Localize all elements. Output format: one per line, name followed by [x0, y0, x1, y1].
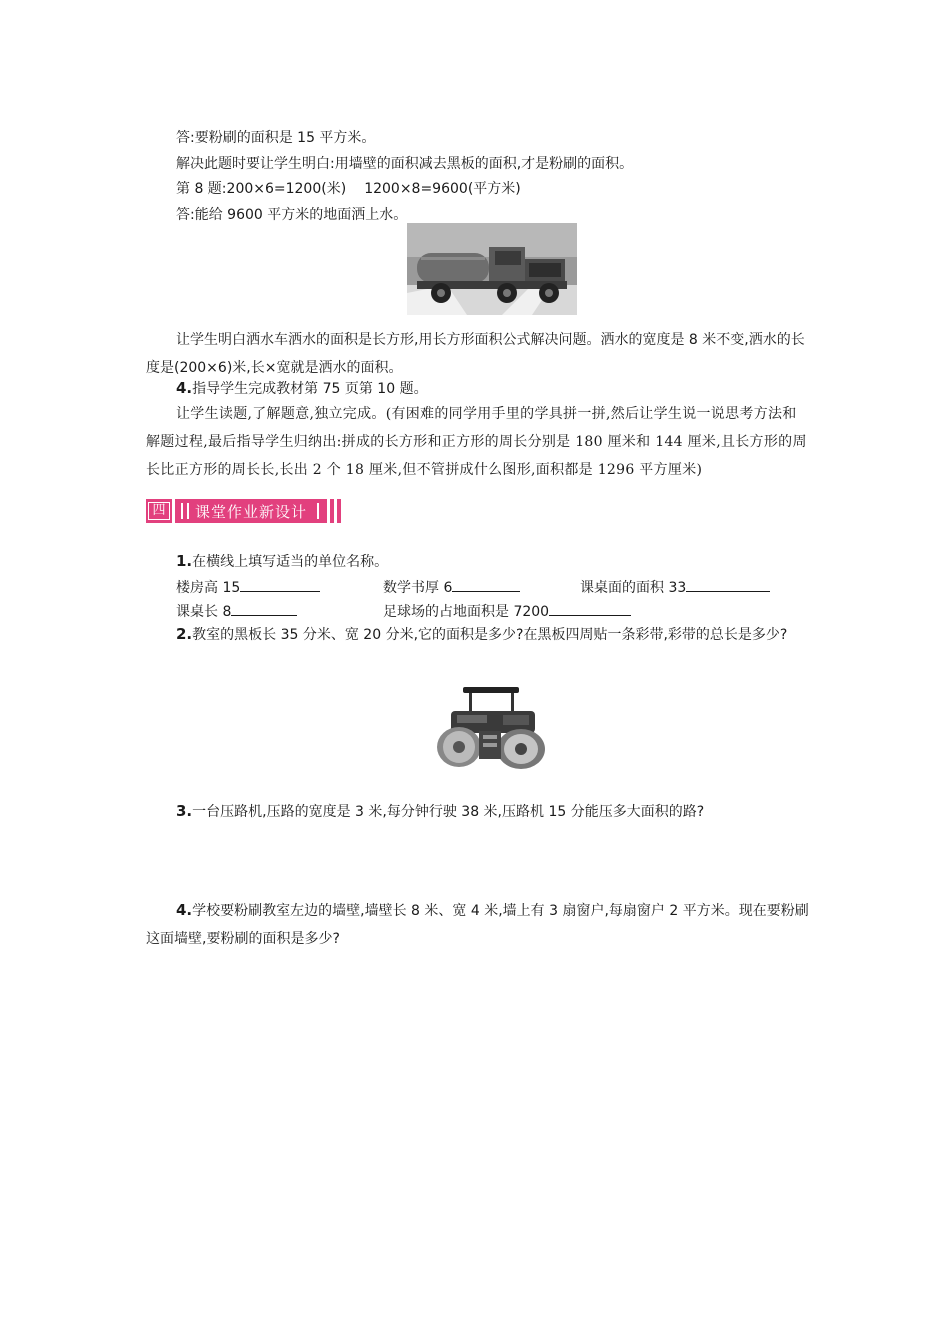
fill-item — [176, 577, 320, 598]
hw-question-2-text: 教室的黑板长 35 分米、宽 20 分米,它的面积是多少?在黑板四周贴一条彩带,彩带的总长是多少? — [192, 627, 788, 643]
section-title: 课堂作业新设计 — [195, 502, 308, 521]
hw-question-3-number: 3. — [176, 802, 193, 820]
banner-tail — [330, 499, 334, 523]
fill-item-label: 楼房高 15 — [176, 580, 241, 596]
hw-question-1-number: 1. — [176, 552, 193, 570]
hw-question-1-text: 在横线上填写适当的单位名称。 — [192, 554, 389, 570]
fill-item-label: 数学书厚 6 — [383, 580, 453, 596]
answer-blank[interactable] — [240, 577, 320, 592]
answer-blank[interactable] — [686, 577, 770, 592]
truck-explanation — [146, 326, 810, 382]
truck-explanation-text: 让学生明白洒水车洒水的面积是长方形,用长方形面积公式解决问题。洒水的宽度是 8 米不变,洒水的长度是(200×6)米,长×宽就是洒水的面积。 — [146, 332, 805, 376]
hw-question-3-text: 一台压路机,压路的宽度是 3 米,每分钟行驶 38 米,压路机 15 分能压多大面积的路? — [192, 804, 705, 820]
step-4-number: 4. — [176, 379, 193, 397]
section-badge — [146, 499, 172, 523]
section-badge-label: 四 — [148, 502, 169, 520]
answer-7: 答:要粉刷的面积是 15 平方米。 — [176, 130, 376, 146]
step-4 — [176, 378, 428, 399]
question-8-calc-2: 1200×8=9600(平方米) — [364, 181, 521, 197]
question-8-calc-1: 200×6=1200(米) — [226, 181, 347, 197]
section-banner — [146, 499, 341, 523]
hw-question-4-text: 学校要粉刷教室左边的墙壁,墙壁长 8 米、宽 4 米,墙上有 3 扇窗户,每扇窗户 2 平方米。现在要粉刷这面墙壁,要粉刷的面积是多少? — [146, 903, 809, 947]
section-title-bar — [175, 499, 327, 523]
road-roller-image — [433, 685, 551, 771]
hw-question-4-number: 4. — [176, 901, 193, 919]
fill-item — [580, 577, 770, 598]
fill-item-label: 足球场的占地面积是 7200 — [383, 604, 550, 620]
fill-item-label: 课桌长 8 — [176, 604, 232, 620]
note-7: 解决此题时要让学生明白:用墙壁的面积减去黑板的面积,才是粉刷的面积。 — [176, 156, 634, 172]
answer-blank[interactable] — [231, 601, 297, 616]
question-8-label: 第 8 题: — [176, 181, 227, 197]
answer-blank[interactable] — [452, 577, 520, 592]
fill-item — [176, 601, 297, 622]
fill-item — [383, 601, 631, 622]
step-4-text: 指导学生完成教材第 75 页第 10 题。 — [192, 381, 428, 397]
step-4-detail — [146, 400, 810, 484]
hw-question-3 — [176, 801, 704, 822]
sprinkler-truck-image — [407, 223, 577, 315]
fill-item — [383, 577, 520, 598]
step-4-detail-text: 让学生读题,了解题意,独立完成。(有困难的同学用手里的学具拼一拼,然后让学生说一说思考方法和解题过程,最后指导学生归纳出:拼成的长方形和正方形的周长分别是 180 厘米和 144 厘米,且长方形的周长比正方形的周长长,长出 2 个 18 厘米,但不管拼成什么图形,面积都是 1296 平方厘米) — [146, 406, 807, 478]
hw-question-2 — [146, 620, 810, 649]
banner-tail-2 — [337, 499, 341, 523]
answer-8: 答:能给 9600 平方米的地面洒上水。 — [176, 207, 408, 223]
answer-blank[interactable] — [549, 601, 631, 616]
hw-question-4 — [146, 896, 810, 953]
hw-question-2-number: 2. — [176, 625, 193, 643]
hw-question-1 — [176, 551, 388, 572]
fill-item-label: 课桌面的面积 33 — [580, 580, 687, 596]
question-8-calc — [176, 179, 521, 199]
